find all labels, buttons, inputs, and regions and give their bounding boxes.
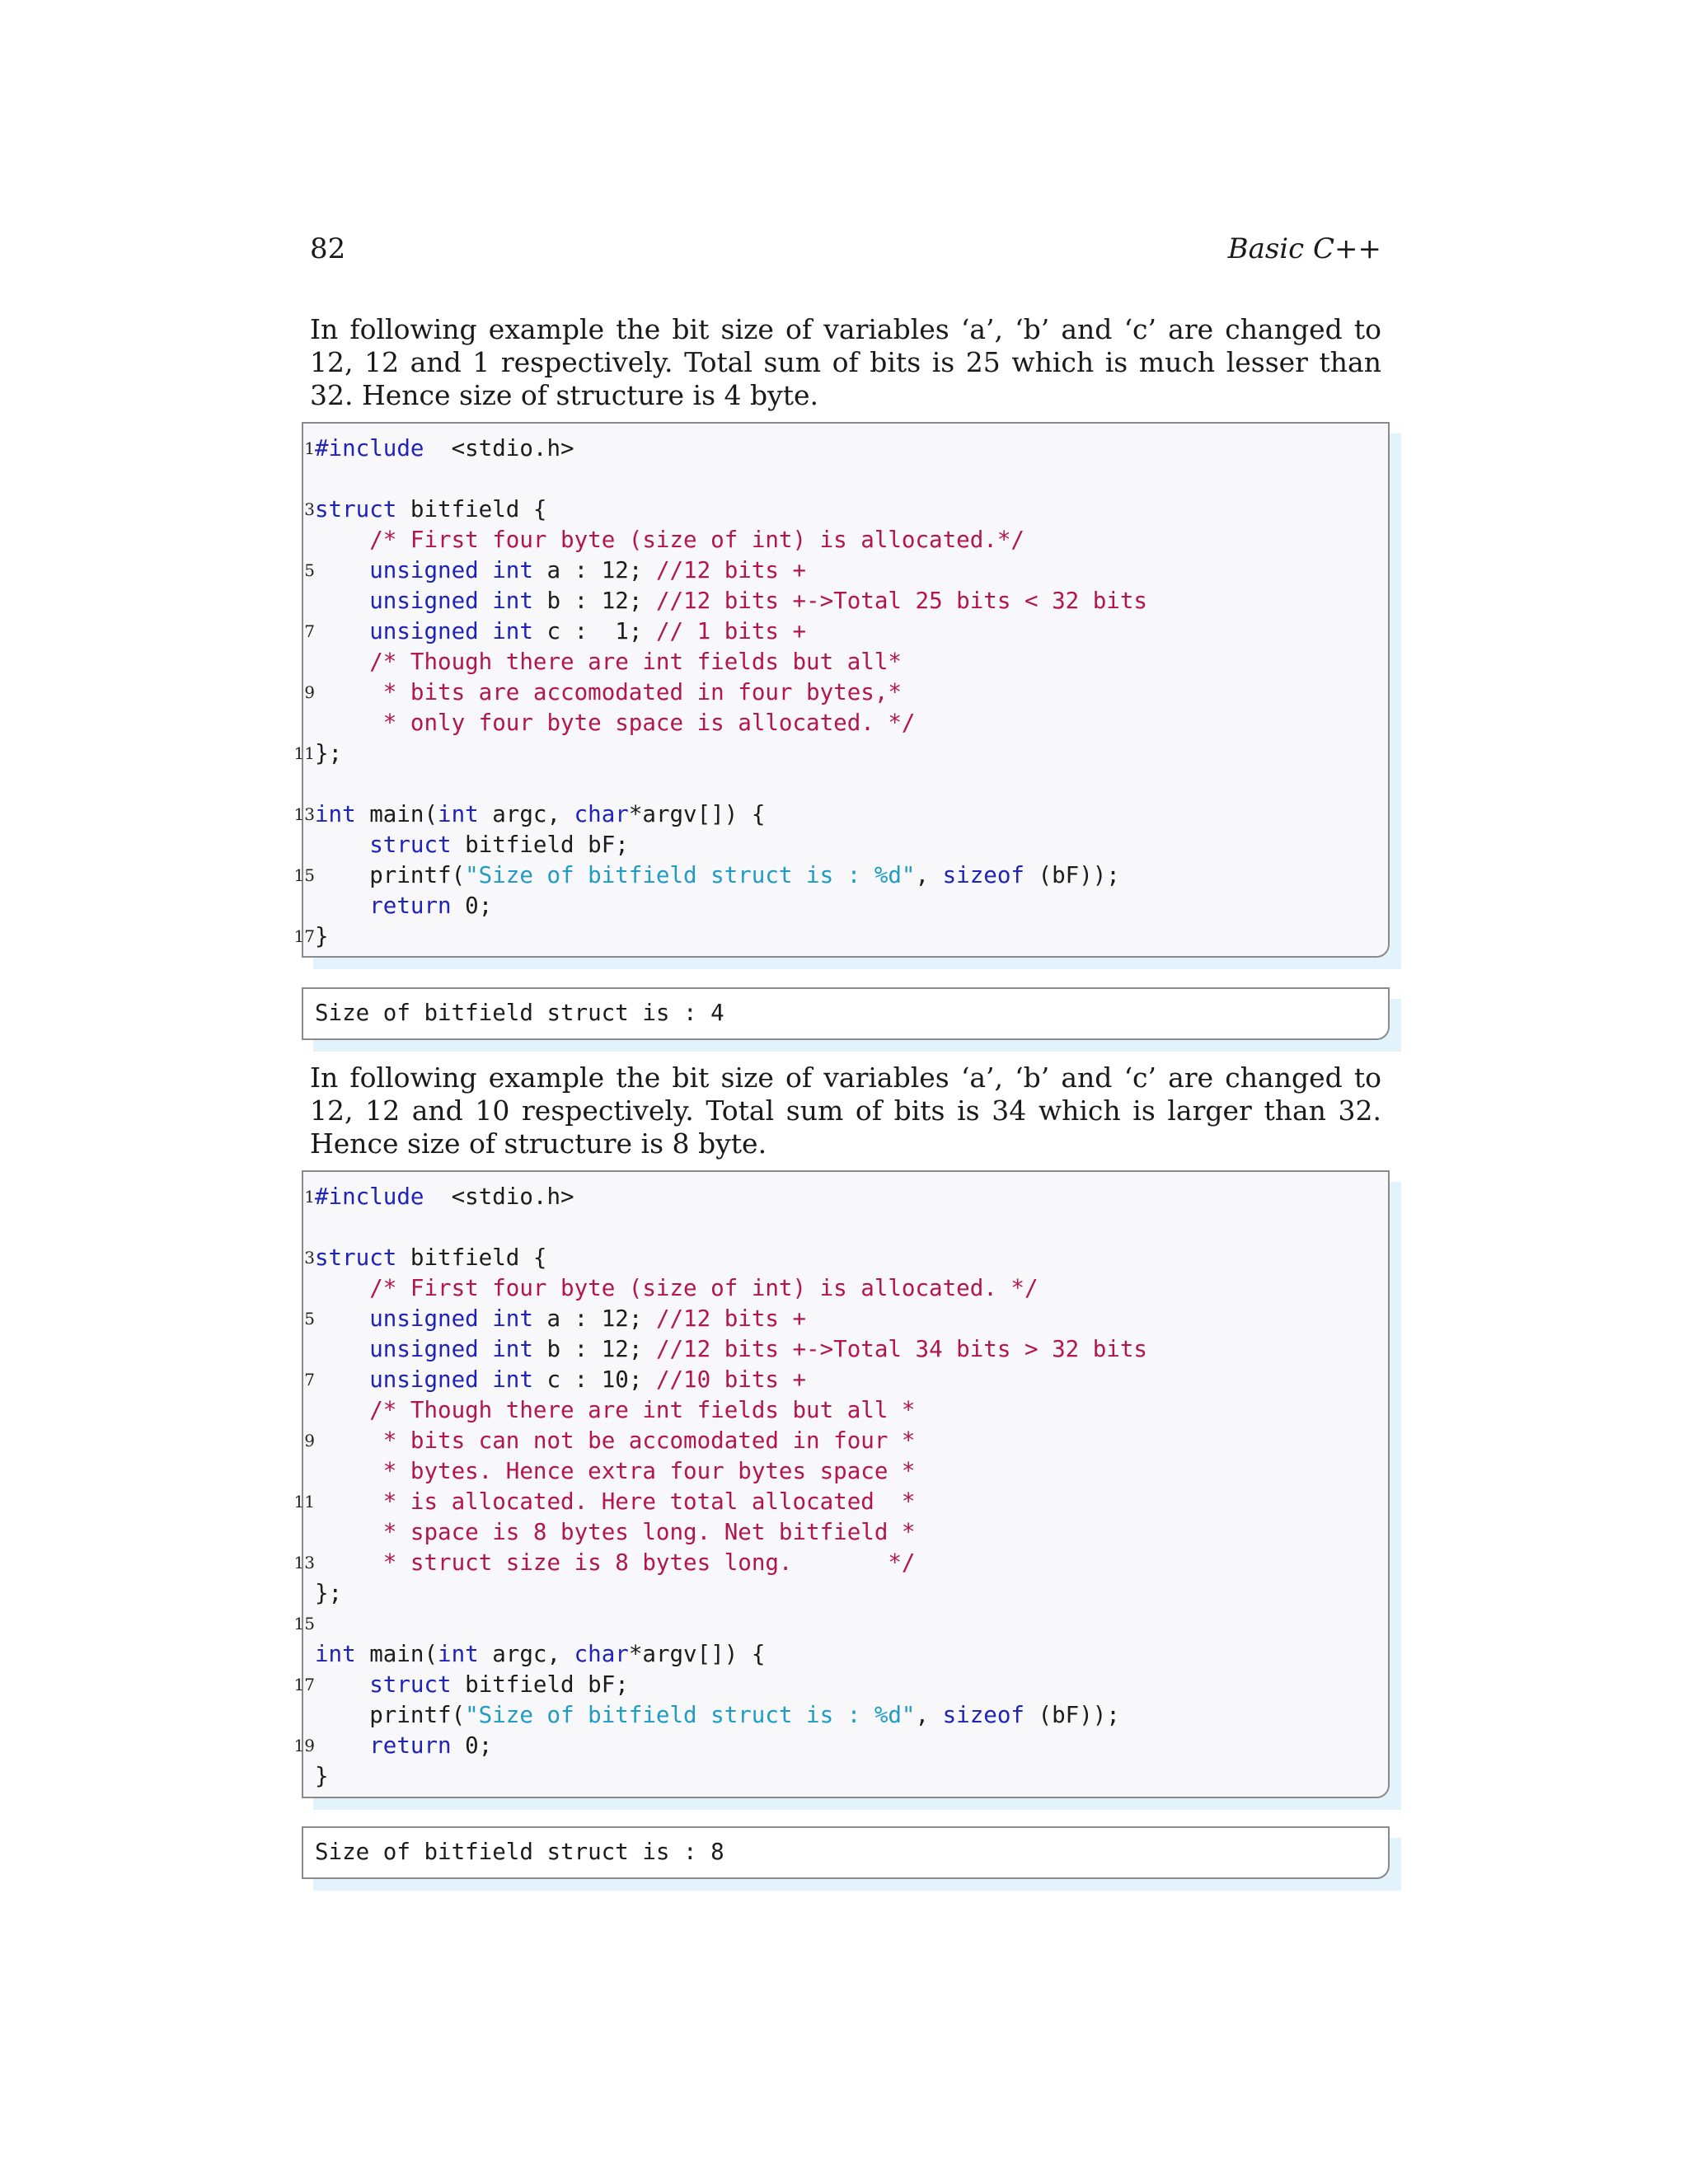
line-number: 11 [293,1492,315,1511]
code-text: bitfield bF; [451,1671,629,1698]
code-keyword: return [369,1732,452,1759]
line-number: 19 [293,1736,315,1755]
code-comment: * is allocated. Here total allocated * [369,1488,916,1515]
code-text: a : 12; [532,557,656,583]
code-keyword: unsigned int [369,557,533,583]
code-line [293,1731,1147,1761]
code-text [315,588,369,614]
code-box [293,422,1390,958]
code-text [315,1427,369,1454]
code-text [315,679,369,705]
code-string: "Size of bitfield struct is : %d" [465,1702,916,1728]
code-keyword: sizeof [942,862,1025,888]
code-text [315,1305,369,1332]
line-number: 15 [293,1614,315,1633]
line-number: 1 [304,438,315,458]
code-line [293,860,1147,891]
code-text [315,710,369,736]
code-text [315,1519,369,1545]
code-text [315,618,369,644]
code-keyword: return [369,893,452,919]
line-number: 3 [304,499,315,519]
code-keyword: int [438,801,479,827]
code-keyword: int [315,801,356,827]
code-listing-1 [293,422,1390,958]
code-comment: /* Though there are int fields but all * [369,1397,916,1423]
code-line [315,708,1147,738]
output-box-1 [302,987,1390,1040]
code-line [304,677,1147,708]
code-listing-2 [293,1170,1390,1798]
code-line [293,1487,1147,1517]
code-line [315,891,1147,921]
code-comment: * space is 8 bytes long. Net bitfield * [369,1519,916,1545]
code-text: } [315,923,329,949]
code-line [315,1761,1147,1792]
code-text: argc, [478,801,574,827]
code-text: }; [315,1580,343,1606]
line-number: 3 [304,1248,315,1268]
code-text: }; [315,740,343,766]
paragraph-1: In following example the bit size of variables ‘a’, ‘b’ and ‘c’ are changed to 12, 12 and 1 respectively. Total sum of bits is 25 which is much lesser than 32. Hence size of structure is 4 byte. [310,313,1381,411]
code-comment: /* First four byte (size of int) is allocated. */ [369,1275,1039,1301]
code-keyword: char [574,801,629,827]
code-line [304,494,1147,525]
code-text: bitfield { [396,1244,547,1271]
code-line [304,1365,1147,1395]
output-text: Size of bitfield struct is : 8 [315,1839,724,1865]
code-comment: //10 bits + [655,1366,807,1393]
code-line [315,1456,1147,1487]
code-text [315,832,369,858]
code-text: (bF)); [1024,1702,1120,1728]
code-line [315,464,1147,494]
code-text: (bF)); [1024,862,1120,888]
code-text: <stdio.h> [424,435,574,462]
code-text [315,1458,369,1484]
code-text: main( [355,801,438,827]
paragraph-2: In following example the bit size of variables ‘a’, ‘b’ and ‘c’ are changed to 12, 12 and 10 respectively. Total sum of bits is 34 which is larger than 32. Hence size of structure is 8 byte. [310,1062,1381,1160]
code-text: argc, [478,1641,574,1667]
code-text [315,1336,369,1362]
code-text: <stdio.h> [424,1183,574,1210]
code-keyword: #include [315,1183,424,1210]
code-line [315,647,1147,677]
code-keyword: struct [369,1671,452,1698]
code-line [315,1517,1147,1548]
code-line [293,799,1147,830]
code-comment: * bytes. Hence extra four bytes space * [369,1458,916,1484]
code-text: b : 12; [532,588,656,614]
code-text [315,1549,369,1576]
code-comment: * struct size is 8 bytes long. */ [369,1549,916,1576]
line-number: 13 [293,1553,315,1572]
code-comment: * bits can not be accomodated in four * [369,1427,916,1454]
line-number: 15 [293,865,315,885]
code-comment: * bits are accomodated in four bytes,* [369,679,902,705]
line-number: 7 [304,621,315,641]
running-title: Basic C++ [1227,232,1381,265]
code-line [293,921,1147,952]
code-text: *argv[]) { [628,801,766,827]
code-keyword: sizeof [942,1702,1025,1728]
line-number: 7 [304,1370,315,1390]
code-keyword: struct [369,832,452,858]
code-line [293,738,1147,769]
code-text: *argv[]) { [628,1641,766,1667]
code-text: , [915,862,943,888]
line-number: 5 [304,1309,315,1329]
code-text: main( [355,1641,438,1667]
code-line [315,769,1147,799]
code-keyword: unsigned int [369,618,533,644]
code-text [315,1366,369,1393]
code-comment: //12 bits +->Total 34 bits > 32 bits [655,1336,1147,1362]
code-line [315,830,1147,860]
code-line [293,1609,1147,1639]
code-box [293,1170,1390,1798]
code-keyword: char [574,1641,629,1667]
code-text: 0; [451,1732,493,1759]
code-line [304,434,1147,464]
output-text: Size of bitfield struct is : 4 [315,1000,724,1026]
output-frame [302,987,1390,1040]
code-text: printf( [315,862,466,888]
code-line [293,1670,1147,1700]
code-line [315,1700,1147,1731]
code-text: c : 1; [532,618,656,644]
code-line [315,1639,1147,1670]
code-text: a : 12; [532,1305,656,1332]
code-text [315,1488,369,1515]
line-number: 17 [293,926,315,946]
code-line [315,1273,1147,1304]
code-line [315,1578,1147,1609]
code-text [315,527,369,553]
code-line [304,616,1147,647]
code-line [304,1304,1147,1334]
page-number: 82 [310,232,346,265]
code-line [315,525,1147,555]
code-line [293,1548,1147,1578]
code-text: bitfield { [396,496,547,523]
line-number: 9 [304,1431,315,1451]
code-string: "Size of bitfield struct is : %d" [465,862,916,888]
code-text: b : 12; [532,1336,656,1362]
code-line [315,1212,1147,1243]
code-text: 0; [451,893,493,919]
line-number: 13 [293,804,315,824]
line-number: 5 [304,560,315,580]
code-text [315,1671,369,1698]
code-comment: //12 bits + [655,557,807,583]
code-comment: //12 bits + [655,1305,807,1332]
output-frame [302,1826,1390,1879]
code-keyword: unsigned int [369,1336,533,1362]
code-line [304,1426,1147,1456]
code-keyword: unsigned int [369,588,533,614]
code-text [315,1275,369,1301]
code-keyword: unsigned int [369,1305,533,1332]
code-keyword: struct [315,1244,397,1271]
code-text [315,649,369,675]
code-line [315,586,1147,616]
code-line [304,1182,1147,1212]
code-text [315,557,369,583]
line-number: 17 [293,1675,315,1694]
code-keyword: #include [315,435,424,462]
code-lines [293,1182,1147,1792]
code-line [315,1334,1147,1365]
code-comment: * only four byte space is allocated. */ [369,710,916,736]
output-box-2 [302,1826,1390,1879]
code-text: c : 10; [532,1366,656,1393]
code-line [315,1395,1147,1426]
line-number: 1 [304,1187,315,1207]
code-text: , [915,1702,943,1728]
code-keyword: struct [315,496,397,523]
code-keyword: int [315,1641,356,1667]
code-line [304,1243,1147,1273]
code-keyword: unsigned int [369,1366,533,1393]
code-text [315,893,369,919]
code-comment: /* First four byte (size of int) is allocated.*/ [369,527,1025,553]
line-number: 9 [304,682,315,702]
code-text: bitfield bF; [451,832,629,858]
code-text: } [315,1763,329,1789]
code-comment: // 1 bits + [655,618,807,644]
code-line [304,555,1147,586]
line-number: 11 [293,743,315,763]
code-text [315,1397,369,1423]
code-lines [293,434,1147,952]
code-comment: /* Though there are int fields but all* [369,649,902,675]
code-text [315,1732,369,1759]
code-keyword: int [438,1641,479,1667]
code-text: printf( [315,1702,466,1728]
code-comment: //12 bits +->Total 25 bits < 32 bits [655,588,1147,614]
